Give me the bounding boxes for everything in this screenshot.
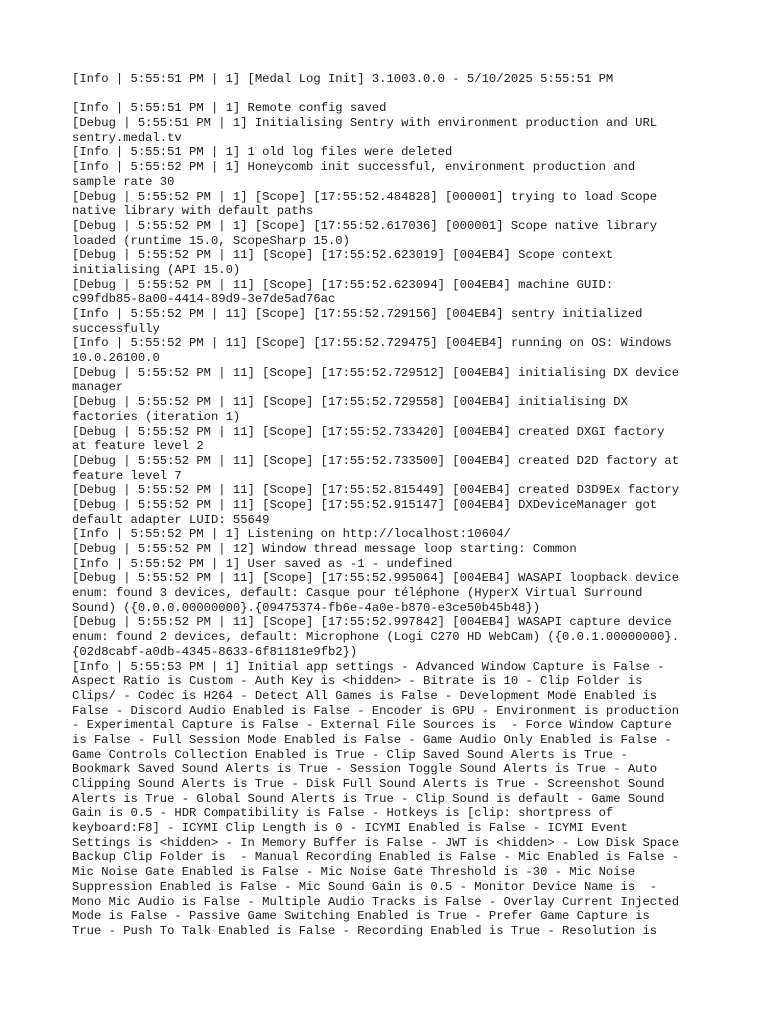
log-line: Bookmark Saved Sound Alerts is True - Session Toggle Sound Alerts is True - Auto <box>72 762 658 777</box>
log-line <box>72 87 712 102</box>
log-line: Alerts is True - Global Sound Alerts is True - Clip Sound is default - Game Sound <box>72 791 665 806</box>
log-line: Mic Noise Gate Enabled is False - Mic Noise Gate Threshold is -30 - Mic Noise <box>72 865 636 880</box>
log-line: keyboard:F8] - ICYMI Clip Length is 0 - ICYMI Enabled is False - ICYMI Event <box>72 821 628 836</box>
log-line: [Debug | 5:55:52 PM | 11] [Scope] [17:55:52.995064] [004EB4] WASAPI loopback device <box>72 571 680 586</box>
log-line: [Debug | 5:55:52 PM | 11] [Scope] [17:55:52.915147] [004EB4] DXDeviceManager got <box>72 497 658 512</box>
log-line: [Info | 5:55:52 PM | 11] [Scope] [17:55:52.729156] [004EB4] sentry initialized <box>72 307 643 321</box>
log-line: Aspect Ratio is Custom - Auth Key is <hidden> - Bitrate is 10 - Clip Folder is <box>72 674 643 689</box>
log-line: native library with default paths <box>72 204 314 219</box>
log-line: enum: found 3 devices, default: Casque pour téléphone (HyperX Virtual Surround <box>72 586 643 601</box>
log-text <box>72 72 712 939</box>
log-line: [Debug | 5:55:52 PM | 11] [Scope] [17:55:52.997842] [004EB4] WASAPI capture device <box>72 615 672 630</box>
log-line: [Debug | 5:55:52 PM | 11] [Scope] [17:55:52.733420] [004EB4] created DXGI factory <box>72 424 665 439</box>
log-line: 10.0.26100.0 <box>72 351 160 366</box>
log-line: Sound) ({0.0.0.00000000}.{09475374-fb6e-4a0e-b870-e3ce50b45b48}) <box>72 600 541 615</box>
log-line: Game Controls Collection Enabled is True - Clip Saved Sound Alerts is True - <box>72 747 628 762</box>
log-line: Mode is False - Passive Game Switching Enabled is True - Prefer Game Capture is <box>72 909 650 924</box>
log-line: [Debug | 5:55:52 PM | 11] [Scope] [17:55:52.729558] [004EB4] initialising DX <box>72 395 628 410</box>
log-line: [Debug | 5:55:52 PM | 12] Window thread message loop starting: Common <box>72 542 577 556</box>
log-line: [Info | 5:55:51 PM | 1] 1 old log files were deleted <box>72 145 453 160</box>
log-line: at feature level 2 <box>72 439 204 454</box>
log-line: default adapter LUID: 55649 <box>72 512 270 527</box>
log-line: c99fdb85-8a00-4414-89d9-3e7de5ad76ac <box>72 292 336 307</box>
log-line: successfully <box>72 321 160 336</box>
log-line: [Debug | 5:55:52 PM | 1] [Scope] [17:55:52.484828] [000001] trying to load Scope <box>72 189 658 204</box>
log-line: Settings is <hidden> - In Memory Buffer is False - JWT is <hidden> - Low Disk Space <box>72 835 680 850</box>
log-line: [Debug | 5:55:52 PM | 11] [Scope] [17:55:52.623019] [004EB4] Scope context <box>72 248 614 263</box>
log-line: [Debug | 5:55:52 PM | 1] [Scope] [17:55:52.617036] [000001] Scope native library <box>72 218 658 233</box>
log-line: Suppression Enabled is False - Mic Sound Gain is 0.5 - Monitor Device Name is - <box>72 879 658 894</box>
log-line: [Info | 5:55:51 PM | 1] [Medal Log Init] 3.1003.0.0 - 5/10/2025 5:55:51 PM <box>72 72 614 86</box>
log-line: Mono Mic Audio is False - Multiple Audio Tracks is False - Overlay Current Injected <box>72 894 680 909</box>
log-line: {02d8cabf-a0db-4345-8633-6f81181e9fb2}) <box>72 644 358 659</box>
log-line: [Info | 5:55:53 PM | 1] Initial app settings - Advanced Window Capture is False - <box>72 659 665 674</box>
log-line: sample rate 30 <box>72 174 175 189</box>
log-line: [Info | 5:55:52 PM | 1] User saved as -1 - undefined <box>72 556 453 571</box>
log-line: False - Discord Audio Enabled is False - Encoder is GPU - Environment is production <box>72 703 680 718</box>
log-line: - Experimental Capture is False - External File Sources is - Force Window Capture <box>72 718 672 733</box>
log-line: manager <box>72 380 124 395</box>
log-line: [Info | 5:55:51 PM | 1] Remote config saved <box>72 101 387 116</box>
log-line: True - Push To Talk Enabled is False - Recording Enabled is True - Resolution is <box>72 923 658 938</box>
log-line: Gain is 0.5 - HDR Compatibility is False - Hotkeys is [clip: shortpress of <box>72 806 614 821</box>
log-line: Backup Clip Folder is - Manual Recording Enabled is False - Mic Enabled is False - <box>72 850 680 865</box>
log-line: [Debug | 5:55:52 PM | 11] [Scope] [17:55:52.733500] [004EB4] created D2D factory at <box>72 453 680 468</box>
log-line: [Info | 5:55:52 PM | 1] Honeycomb init successful, environment production and <box>72 160 636 175</box>
log-line: Clips/ - Codec is H264 - Detect All Games is False - Development Mode Enabled is <box>72 688 658 703</box>
log-line: loaded (runtime 15.0, ScopeSharp 15.0) <box>72 233 350 248</box>
log-line: factories (iteration 1) <box>72 409 241 424</box>
log-line: [Debug | 5:55:52 PM | 11] [Scope] [17:55:52.815449] [004EB4] created D3D9Ex factory <box>72 483 680 498</box>
log-line: [Info | 5:55:52 PM | 1] Listening on http://localhost:10604/ <box>72 527 511 542</box>
log-line: Clipping Sound Alerts is True - Disk Full Sound Alerts is True - Screenshot Sound <box>72 777 665 791</box>
log-line: feature level 7 <box>72 468 182 483</box>
log-line: initialising (API 15.0) <box>72 262 241 277</box>
log-line: [Debug | 5:55:52 PM | 11] [Scope] [17:55:52.729512] [004EB4] initialising DX device <box>72 365 680 380</box>
log-line: is False - Full Session Mode Enabled is False - Game Audio Only Enabled is False - <box>72 732 672 747</box>
log-line: [Info | 5:55:52 PM | 11] [Scope] [17:55:52.729475] [004EB4] running on OS: Windows <box>72 336 672 351</box>
log-line: enum: found 2 devices, default: Microphone (Logi C270 HD WebCam) ({0.0.1.00000000}. <box>72 630 680 645</box>
log-line: sentry.medal.tv <box>72 130 182 145</box>
log-line: [Debug | 5:55:51 PM | 1] Initialising Sentry with environment production and URL <box>72 116 658 131</box>
log-line: [Debug | 5:55:52 PM | 11] [Scope] [17:55:52.623094] [004EB4] machine GUID: <box>72 277 614 292</box>
